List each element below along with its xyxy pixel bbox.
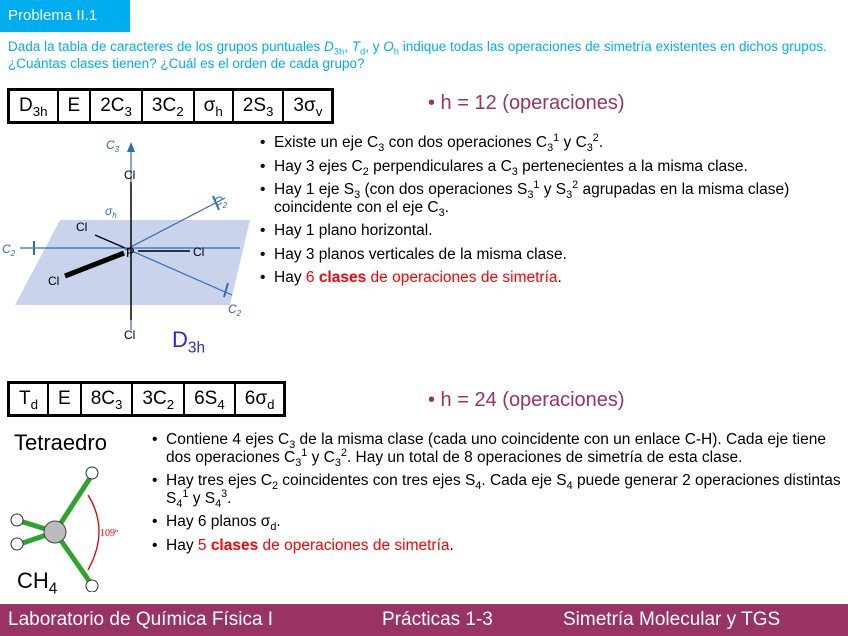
hydrogen-atom: [86, 467, 98, 479]
angle-arc: [88, 495, 99, 570]
footer-course: Laboratorio de Química Física I: [8, 609, 274, 630]
footer-practicas: Prácticas 1-3: [382, 609, 493, 630]
d3h-order: • h = 12 (operaciones): [428, 92, 625, 114]
list-item: • Hay 1 eje $S_3$ (con dos operaciones $S_3^1$ y $S_3^2$ agrupadas en la misma clase) coincidente con el eje $C_3$.: [258, 181, 846, 216]
list-item: • Hay 5 clases de operaciones de simetría.: [150, 537, 844, 555]
c2-label: $C_2$: [2, 242, 16, 258]
hydrogen-atom: [11, 538, 23, 550]
list-item: • Hay 6 clases de operaciones de simetría.: [258, 269, 846, 287]
table-cell: $6S_4$: [184, 383, 235, 416]
list-item: • Hay 1 plano horizontal.: [258, 222, 846, 240]
d3h-bullet-list: [258, 131, 846, 293]
table-cell: $T_d$: [9, 383, 49, 416]
td-character-table: [7, 381, 286, 417]
p-atom: P: [126, 245, 135, 260]
footer-topic: Simetría Molecular y TGS: [563, 609, 781, 630]
d3h-character-table: [7, 88, 334, 124]
carbon-atom: [44, 521, 66, 543]
table-cell: $2S_3$: [233, 90, 284, 123]
problem-tag: Problema II.1: [0, 0, 130, 32]
cl-atom: Cl: [193, 245, 205, 259]
list-item: • Hay 3 ejes $C_2$ perpendiculares a $C_3$ pertenecientes a la misma clase.: [258, 158, 846, 176]
c2-label: $C_2$: [228, 302, 242, 318]
problem-statement: Dada la tabla de caracteres de los grupos puntuales $D_{3h}$, $T_d$, y $O_h$ indique todas las operaciones de simetría existentes en dichos grupos. ¿Cuántas clases tienen? ¿Cuál es el orden de cada grupo?: [8, 39, 827, 71]
td-bullet-list: [150, 431, 844, 560]
table-cell: $\sigma_h$: [194, 90, 233, 123]
table-cell: $3C_2$: [142, 90, 194, 123]
table-cell: $2C_3$: [90, 90, 142, 123]
ch4-label: $CH_4$: [17, 568, 58, 598]
cl-atom: Cl: [48, 274, 60, 288]
table-cell: $3\sigma_v$: [283, 90, 332, 123]
c3-axis-marker: [127, 142, 135, 152]
table-cell: $6\sigma_d$: [235, 383, 285, 416]
table-cell: $3C_2$: [132, 383, 184, 416]
list-item: • Hay 6 planos $\sigma_d$.: [150, 513, 844, 531]
list-item: • Contiene 4 ejes $C_3$ de la misma clase (cada uno coincidente con un enlace C-H). Cada eje tiene dos operaciones $C_3^1$ y $C_3^2$. Hay un total de 8 operaciones de simetría de esta clase.: [150, 431, 844, 466]
list-item: • Hay tres ejes $C_2$ coincidentes con tres ejes $S_4$. Cada eje $S_4$ puede generar 2 operaciones distintas $S_4^1$ y $S_4^3$.: [150, 472, 844, 507]
table-cell: $D_{3h}$: [9, 90, 58, 123]
sigma-h-label: $\sigma_h$: [105, 204, 117, 220]
table-cell: E: [48, 383, 81, 416]
d3h-label: $D_{3h}$: [172, 327, 206, 357]
footer-bar: [0, 604, 848, 636]
list-item: • Existe un eje $C_3$ con dos operaciones $C_3^1$ y $C_3^2$.: [258, 134, 846, 152]
cl-atom: Cl: [124, 168, 136, 182]
list-item: • Hay 3 planos verticales de la misma clase.: [258, 246, 846, 264]
td-order: • h = 24 (operaciones): [428, 389, 625, 411]
c3-label: $C_3$: [106, 138, 120, 154]
cl-atom: Cl: [124, 328, 136, 342]
c2-label: $C_2$: [214, 194, 228, 210]
angle-label: 109º: [100, 528, 119, 539]
tetraedro-label: Tetraedro: [14, 430, 107, 455]
sigma-h-plane: [15, 220, 250, 305]
hydrogen-atom: [11, 514, 23, 526]
table-cell: $8C_3$: [81, 383, 133, 416]
pcl5-diagram: [0, 130, 250, 350]
cl-atom: Cl: [76, 220, 88, 234]
table-cell: E: [58, 90, 91, 123]
hydrogen-atom: [86, 580, 98, 592]
